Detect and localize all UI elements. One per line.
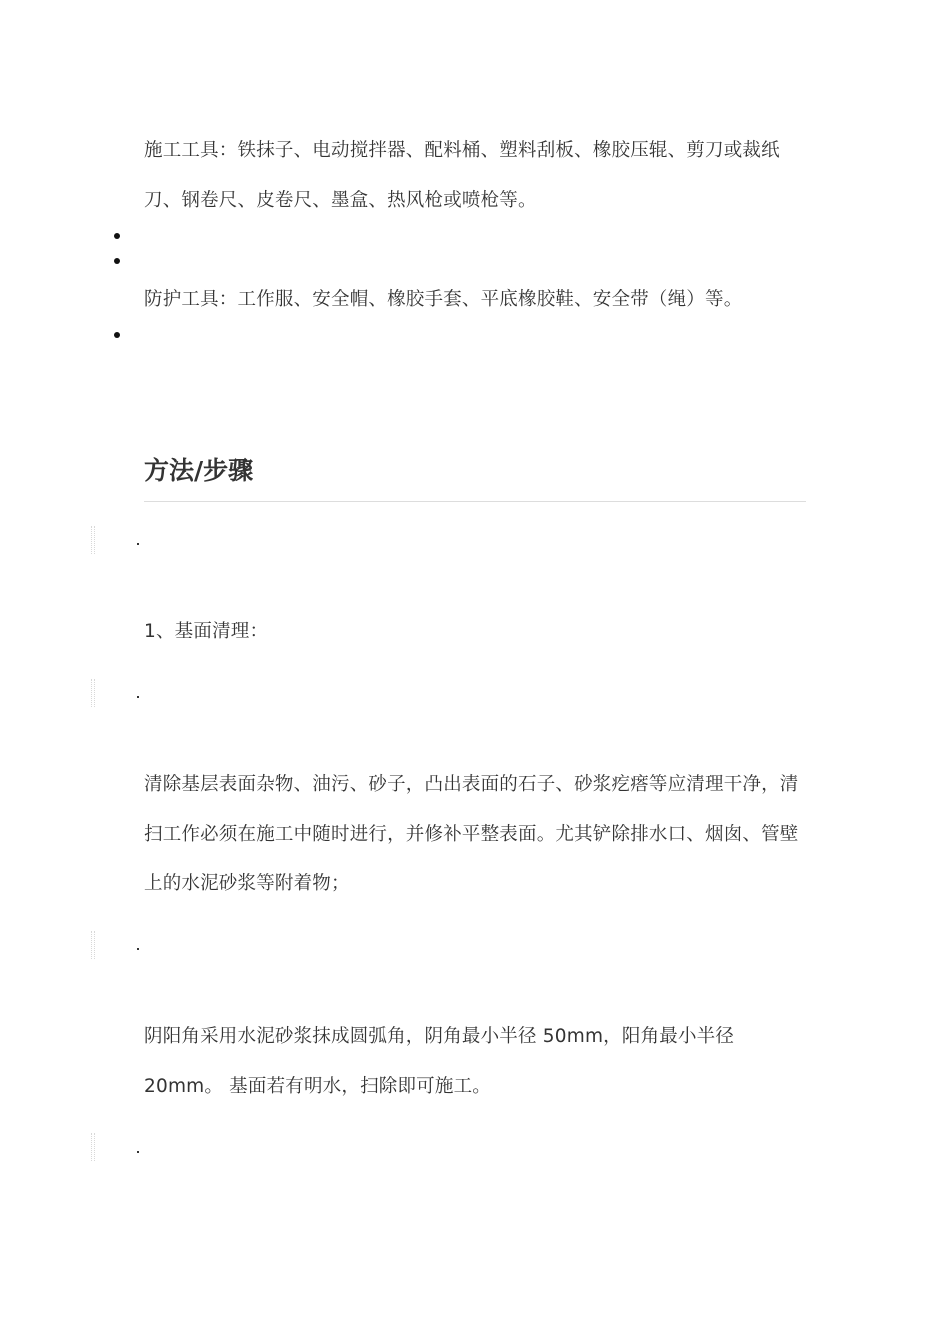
list-bullet — [114, 258, 120, 264]
section-divider — [144, 501, 806, 502]
step-dot — [137, 696, 139, 698]
step1-note: 阴阳角采用水泥砂浆抹成圆弧角，阴角最小半径 50mm，阳角最小半径 20mm。 基面若有明水，扫除即可施工。 — [144, 1026, 735, 1097]
step-marker — [91, 931, 95, 959]
step-dot — [137, 948, 139, 950]
step-marker — [91, 1133, 95, 1161]
step-marker — [91, 526, 95, 554]
section-title: 方法/步骤 — [144, 456, 254, 485]
list-bullet — [114, 233, 120, 239]
step-marker — [91, 679, 95, 707]
step1-body: 清除基层表面杂物、油污、砂子，凸出表面的石子、砂浆疙瘩等应清理干净，清扫工作必须在施工中随时进行，并修补平整表面。尤其铲除排水口、烟囱、管壁上的水泥砂浆等附着物； — [144, 774, 799, 894]
protective-tools-text: 防护工具：工作服、安全帽、橡胶手套、平底橡胶鞋、安全带（绳）等。 — [144, 289, 743, 310]
step1-title: 1、基面清理： — [144, 621, 269, 642]
step-dot — [137, 1151, 139, 1153]
construction-tools-text: 施工工具：铁抹子、电动搅拌器、配料桶、塑料刮板、橡胶压辊、剪刀或裁纸刀、钢卷尺、皮卷尺、墨盒、热风枪或喷枪等。 — [144, 140, 780, 211]
step-dot — [137, 543, 139, 545]
list-bullet — [114, 332, 120, 338]
